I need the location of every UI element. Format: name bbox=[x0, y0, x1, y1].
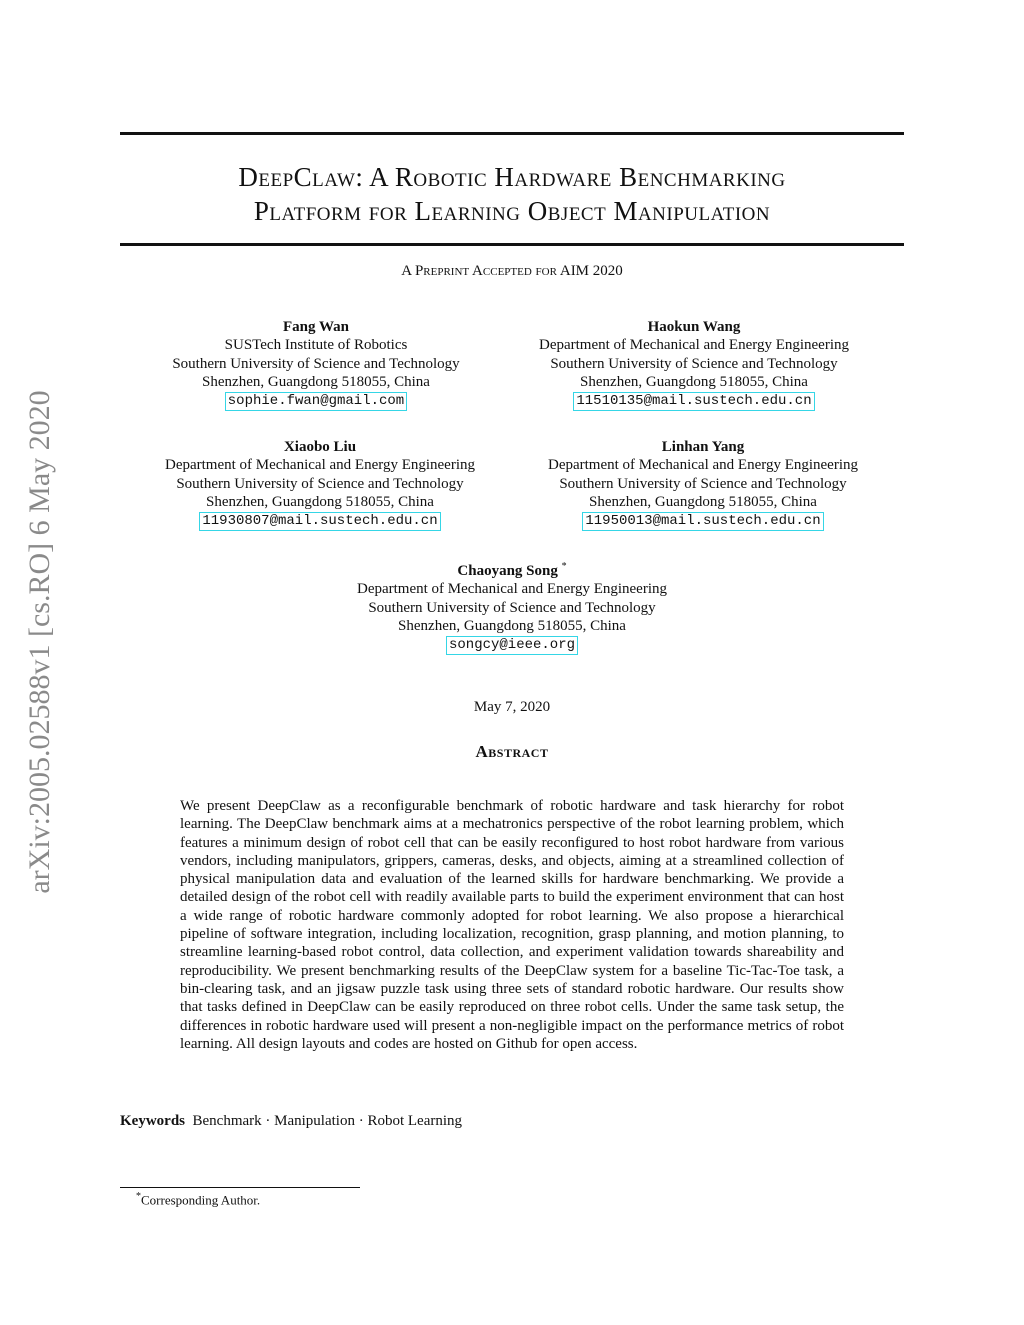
keywords-line bbox=[120, 1113, 462, 1130]
author-address: Shenzhen, Guangdong 518055, China bbox=[202, 373, 430, 390]
title-top-rule bbox=[120, 132, 904, 135]
footnote bbox=[136, 1191, 260, 1208]
author-university: Southern University of Science and Technology bbox=[172, 355, 460, 372]
author-affiliation: Department of Mechanical and Energy Engineering bbox=[164, 457, 476, 474]
keywords-label: Keywords bbox=[120, 1113, 185, 1129]
footnote-text: Corresponding Author. bbox=[141, 1192, 261, 1208]
author-university: Southern University of Science and Technology bbox=[559, 475, 847, 492]
preprint-note: A Preprint Accepted for AIM 2020 bbox=[401, 263, 623, 279]
author-name: Fang Wan bbox=[283, 319, 349, 335]
author-university: Southern University of Science and Technology bbox=[176, 475, 464, 492]
author-affiliation: Department of Mechanical and Energy Engineering bbox=[538, 337, 850, 354]
footnote-rule bbox=[120, 1187, 360, 1188]
author-name: Xiaobo Liu bbox=[283, 439, 357, 455]
publication-date: May 7, 2020 bbox=[473, 699, 551, 715]
author-university: Southern University of Science and Technology bbox=[368, 599, 656, 616]
author-block bbox=[494, 318, 894, 411]
abstract-body: We present DeepClaw as a reconfigurable benchmark of robotic hardware and task hierarchy for robot learning. The DeepClaw benchmark aims at a mechatronics perspective of the robot learning problem, which features a minimum design of robot cell that can be easily reconfigured to host robot hardware from various vendors, including manipulators, grippers, cameras, desks, and objects, aiming at a streamlined collection of physical manipulation data and evaluation of the learned skills for hardware benchmarking. We provide a detailed design of the robot cell with readily available parts to build the experiment environment that can host a wide range of robotic hardware commonly adopted for robot learning. We also propose a hierarchical pipeline of software integration, including localization, recognition, grasp planning, and motion planning, to streamline learning-based robot control, data collection, and experiment validation towards shareability and reproducibility. We present benchmarking results of the DeepClaw system for a baseline Tic-Tac-Toe task, a bin-clearing task, and an jigsaw puzzle task using three sets of standard robotic hardware. Our results show that tasks defined in DeepClaw can be easily reproduced on three robot cells. Under the same task setup, the differences in robotic hardware used will present a non-negligible impact on the performance metrics of robot learning. All design layouts and codes are hosted on Github for open access. bbox=[180, 798, 844, 1052]
author-address: Shenzhen, Guangdong 518055, China bbox=[206, 493, 434, 510]
author-name: Linhan Yang bbox=[661, 439, 745, 455]
author-name-row bbox=[312, 558, 712, 580]
footnote-mark: * bbox=[136, 1191, 141, 1202]
author-block bbox=[116, 318, 516, 411]
author-affiliation: Department of Mechanical and Energy Engineering bbox=[356, 581, 668, 598]
author-email-link[interactable]: sophie.fwan@gmail.com bbox=[225, 392, 407, 411]
keywords-list: Benchmark · Manipulation · Robot Learning bbox=[192, 1113, 463, 1129]
author-address: Shenzhen, Guangdong 518055, China bbox=[398, 617, 626, 634]
abstract-heading: Abstract bbox=[475, 742, 549, 761]
author-block bbox=[503, 438, 903, 531]
author-address: Shenzhen, Guangdong 518055, China bbox=[580, 373, 808, 390]
author-name: Chaoyang Song bbox=[457, 563, 558, 579]
title-bottom-rule bbox=[120, 243, 904, 246]
paper-title bbox=[120, 160, 904, 228]
author-affiliation: Department of Mechanical and Energy Engineering bbox=[547, 457, 859, 474]
title-line-2: Platform for Learning Object Manipulation bbox=[253, 196, 771, 226]
author-email-link[interactable]: 11510135@mail.sustech.edu.cn bbox=[573, 392, 814, 411]
author-affiliation: SUSTech Institute of Robotics bbox=[224, 337, 408, 354]
author-email-link[interactable]: 11930807@mail.sustech.edu.cn bbox=[199, 512, 440, 531]
author-university: Southern University of Science and Technology bbox=[550, 355, 838, 372]
author-address: Shenzhen, Guangdong 518055, China bbox=[589, 493, 817, 510]
author-email-link[interactable]: 11950013@mail.sustech.edu.cn bbox=[582, 512, 823, 531]
title-line-1: DeepClaw: A Robotic Hardware Benchmarking bbox=[238, 162, 786, 192]
author-block bbox=[120, 438, 520, 531]
arxiv-identifier: arXiv:2005.02588v1 [cs.RO] 6 May 2020 bbox=[23, 390, 56, 894]
author-email-link[interactable]: songcy@ieee.org bbox=[446, 636, 578, 655]
corresponding-author-mark: * bbox=[561, 561, 567, 572]
author-block bbox=[312, 558, 712, 655]
author-name: Haokun Wang bbox=[647, 319, 741, 335]
